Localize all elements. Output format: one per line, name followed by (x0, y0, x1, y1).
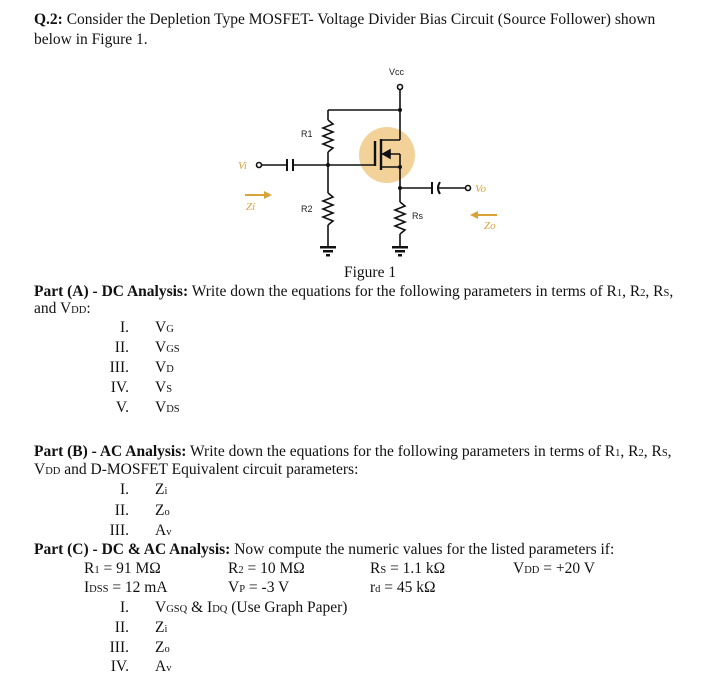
text: : (86, 300, 91, 317)
parameter (228, 579, 289, 599)
list-item (155, 619, 167, 639)
symbol: V (155, 339, 167, 356)
symbol: V (228, 579, 240, 596)
symbol: R (370, 560, 381, 577)
text: , R (620, 443, 639, 460)
value: = 1.1 kΩ (386, 560, 446, 577)
zi-arrow-icon (245, 191, 272, 199)
part-a-text: Write down the equations for the following parameters in terms of R (191, 283, 617, 300)
zo-label: Zo (484, 220, 496, 232)
part-a-line-2 (34, 300, 91, 320)
subscript: 2 (238, 565, 244, 576)
subscript: S (166, 384, 173, 395)
list-item (155, 339, 180, 359)
parameter (84, 579, 168, 599)
question-number: Q.2: (34, 11, 63, 28)
value: = 10 MΩ (243, 560, 305, 577)
question-text: Consider the Depletion Type MOSFET- Voltage Divider Bias Circuit (Source Follower) shown (66, 11, 656, 28)
r2-label: R2 (301, 204, 313, 214)
symbol: & I (187, 599, 213, 616)
part-b-line-2 (34, 461, 358, 481)
text: V (34, 461, 46, 478)
sub: 1 (616, 288, 623, 299)
text: , R (643, 443, 662, 460)
figure-caption: Figure 1 (344, 264, 397, 281)
list-item (155, 319, 174, 339)
parameter (513, 560, 595, 580)
subscript: DD (524, 565, 540, 576)
parameter (370, 560, 445, 580)
sub: DD (71, 305, 87, 316)
symbol: r (370, 579, 376, 596)
subscript: v (166, 663, 172, 674)
list-number: IV. (110, 379, 129, 396)
parameter (84, 560, 161, 580)
subscript: 1 (94, 565, 100, 576)
subscript: v (166, 527, 172, 538)
part-c-title: Part (C) - DC & AC Analysis: (34, 541, 231, 558)
subscript: DQ (212, 604, 228, 615)
symbol: A (155, 522, 167, 539)
list-number: II. (114, 619, 129, 636)
subscript: S (380, 565, 387, 576)
subscript: P (239, 584, 246, 595)
symbol: Z (155, 619, 165, 636)
list-item (155, 359, 174, 379)
symbol: V (155, 359, 167, 376)
symbol: V (513, 560, 525, 577)
symbol: V (155, 379, 167, 396)
value: = 12 mA (108, 579, 168, 596)
symbol: V (155, 319, 167, 336)
circuit-diagram (0, 0, 728, 290)
part-c-line-1 (34, 541, 614, 559)
symbol: R (84, 560, 95, 577)
subscript: D (166, 364, 174, 375)
symbol: V (155, 599, 167, 616)
subscript: GSQ (166, 604, 188, 615)
r1-resistor (323, 120, 333, 152)
part-c-text: Now compute the numeric values for the listed parameters if: (234, 541, 615, 558)
part-b-title: Part (B) - AC Analysis: (34, 443, 187, 460)
text: and D-MOSFET Equivalent circuit parameters: (60, 461, 359, 478)
parameter (228, 560, 305, 580)
text: , (669, 283, 674, 300)
list-number: IV. (110, 658, 129, 675)
sub: 2 (640, 288, 646, 299)
list-number: V. (115, 399, 129, 416)
text: and V (34, 300, 72, 317)
rs-label: Rs (412, 211, 423, 221)
part-b-text: Write down the equations for the following parameters in terms of R (190, 443, 616, 460)
list-item (155, 639, 170, 659)
list-number: I. (119, 319, 129, 336)
list-number: II. (114, 339, 129, 356)
r2-resistor (323, 193, 333, 225)
question-line-2: below in Figure 1. (34, 31, 148, 48)
subscript: DSS (89, 584, 109, 595)
list-item (155, 379, 172, 399)
symbol: R (228, 560, 239, 577)
symbol: Z (155, 502, 165, 519)
part-b-line-1 (34, 443, 672, 463)
vo-terminal (466, 186, 471, 191)
subscript: o (164, 644, 170, 655)
subscript: DS (166, 404, 180, 415)
list-number: I. (119, 481, 129, 498)
text: , (667, 443, 672, 460)
sub: 2 (638, 448, 644, 459)
text: , R (645, 283, 664, 300)
sub: 1 (615, 448, 621, 459)
value: = 91 MΩ (99, 560, 161, 577)
list-number: III. (109, 522, 129, 539)
vo-label: Vo (475, 183, 486, 195)
symbol: V (155, 399, 167, 416)
sub: S (663, 288, 670, 299)
list-item (155, 502, 170, 522)
vi-label: Vi (238, 160, 247, 172)
subscript: GS (166, 344, 180, 355)
list-item (155, 599, 347, 619)
list-number: III. (109, 359, 129, 376)
value: = 45 kΩ (380, 579, 436, 596)
zi-label: Zi (246, 201, 256, 213)
vcc-label: Vcc (389, 67, 405, 77)
subscript: d (375, 584, 381, 595)
value: = +20 V (539, 560, 595, 577)
sub: DD (45, 466, 61, 477)
symbol: A (155, 658, 167, 675)
note: (Use Graph Paper) (227, 599, 348, 616)
part-a-title: Part (A) - DC Analysis: (34, 283, 189, 300)
ground-icon (392, 246, 408, 257)
list-number: III. (109, 639, 129, 656)
list-item (155, 658, 171, 678)
ground-icon (320, 246, 336, 257)
list-item (155, 399, 180, 419)
vcc-terminal (398, 85, 403, 90)
symbol: I (84, 579, 90, 596)
sub: S (661, 448, 668, 459)
rs-resistor (395, 202, 405, 234)
symbol: Z (155, 481, 165, 498)
value: = -3 V (245, 579, 290, 596)
part-a-line-1 (34, 283, 673, 303)
list-number: II. (114, 502, 129, 519)
subscript: i (164, 624, 168, 635)
list-item (155, 481, 167, 501)
zo-arrow-icon (470, 211, 497, 219)
subscript: G (166, 324, 174, 335)
list-number: I. (119, 599, 129, 616)
subscript: o (164, 507, 170, 518)
parameter (370, 579, 436, 599)
vi-terminal (257, 163, 262, 168)
symbol: Z (155, 639, 165, 656)
r1-label: R1 (301, 129, 313, 139)
text: , R (622, 283, 641, 300)
subscript: i (164, 486, 168, 497)
list-item (155, 522, 171, 542)
